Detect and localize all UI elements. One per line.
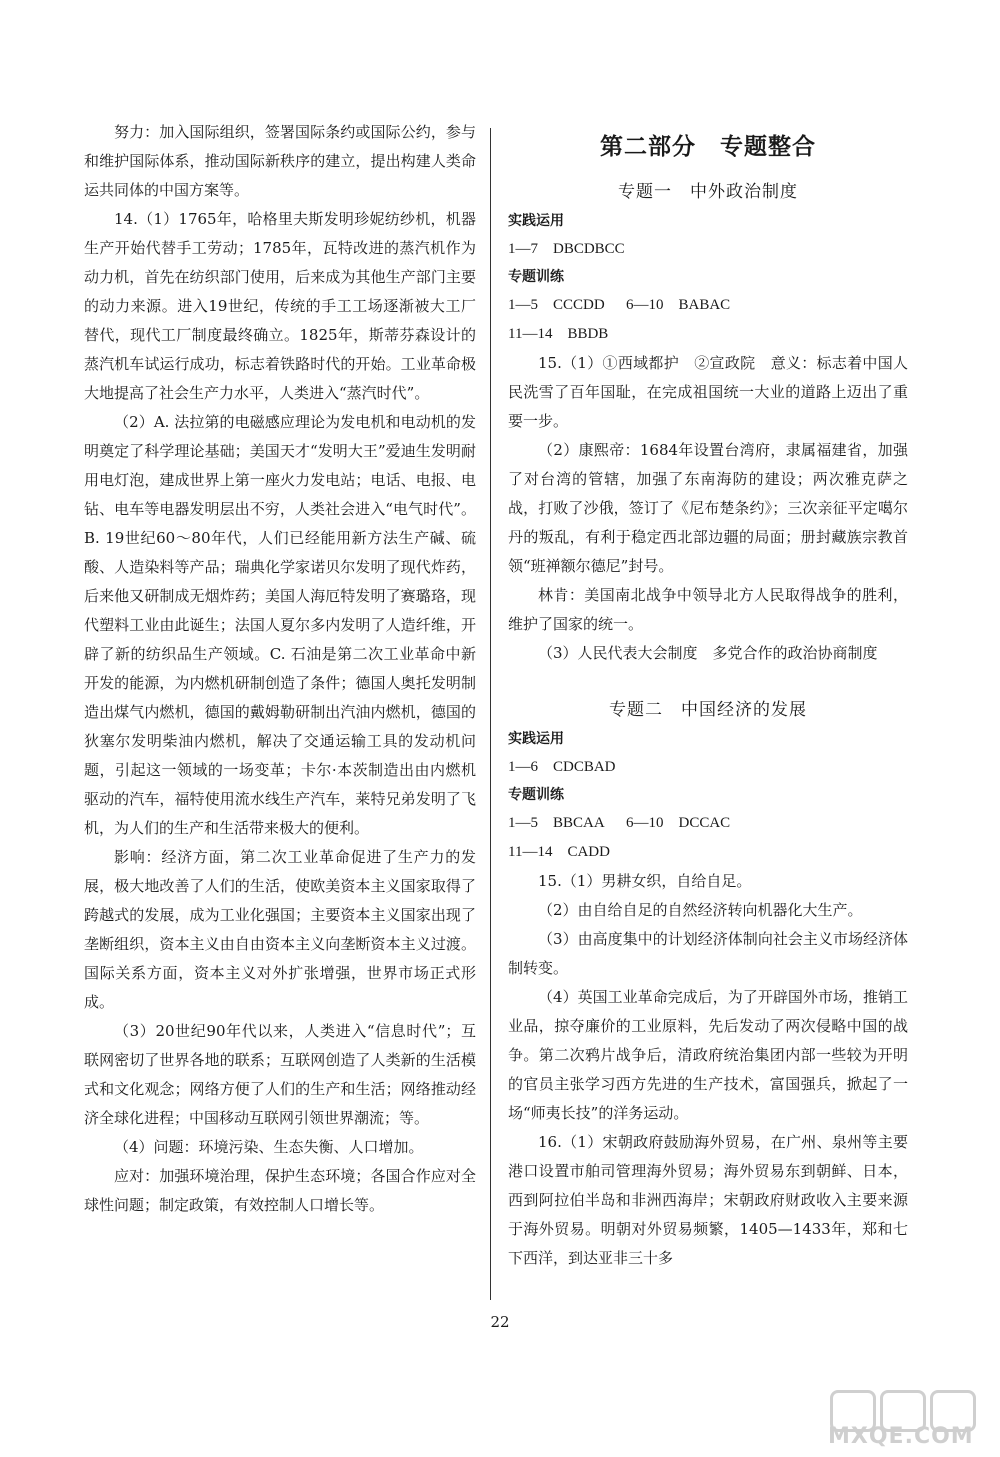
page-number: 22 — [490, 1313, 510, 1331]
part-title: 第二部分 专题整合 — [600, 134, 816, 160]
paragraph: 15.（1）男耕女织，自给自足。 — [538, 872, 752, 890]
paragraph: （4）问题：环境污染、生态失衡、人口增加。 — [114, 1138, 424, 1156]
paragraph: （2）由自给自足的自然经济转向机器化大生产。 — [538, 901, 863, 919]
answer-line — [508, 291, 908, 320]
answer-line: 11—14 CADD — [508, 844, 610, 860]
paragraph: （3）由高度集中的计划经济体制向社会主义市场经济体制转变。 — [508, 930, 908, 977]
paragraph: （2）A. 法拉第的电磁感应理论为发电机和电动机的发明奠定了科学理论基础；美国天才“发明大王”爱迪生发明耐用电灯泡，建成世界上第一座火力发电站；电话、电报、电钻、电车等电器发明层出不穷，人类社会进入“电气时代”。B. 19世纪60～80年代，人们已经能用新方法生产碱、硫酸、人造染料等产品；瑞典化学家诺贝尔发明了现代炸药，后来他又研制成无烟炸药；美国人海厄特发明了赛璐珞，现代塑料工业由此诞生；法国人夏尔多内发明了人造纤维，开辟了新的纺织品生产领域。C. 石油是第二次工业革命中新开发的能源，为内燃机研制创造了条件；德国人奥托发明制造出煤气内燃机，德国的戴姆勒研制出汽油内燃机，德国的狄塞尔发明柴油内燃机，解决了交通运输工具的发动机问题，引起这一领域的一场变革；卡尔·本茨制造出由内燃机驱动的汽车，福特使用流水线生产汽车，莱特兄弟发明了飞机，为人们的生产和生活带来极大的便利。 — [84, 413, 476, 837]
topic-title: 专题二 中国经济的发展 — [609, 700, 807, 720]
paragraph: 影响：经济方面，第二次工业革命促进了生产力的发展，极大地改善了人们的生活，使欧美资本主义国家取得了跨越式的发展，成为工业化强国；主要资本主义国家出现了垄断组织，资本主义由自由资本主义向垄断资本主义过渡。国际关系方面，资本主义对外扩张增强，世界市场正式形成。 — [84, 848, 476, 1011]
topic-title: 专题一 中外政治制度 — [618, 182, 798, 202]
paragraph: 应对：加强环境治理，保护生态环境；各国合作应对全球性问题；制定政策，有效控制人口增长等。 — [84, 1167, 476, 1214]
paragraph: （3）人民代表大会制度 多党合作的政治协商制度 — [538, 644, 878, 662]
section-label: 专题训练 — [508, 269, 564, 285]
column-divider — [490, 128, 491, 1300]
left-column — [84, 118, 476, 1220]
section-label: 实践运用 — [508, 213, 564, 229]
answer-line: 1—6 CDCBAD — [508, 759, 616, 775]
answer-group: 6—10 BABAC — [626, 297, 731, 313]
paragraph: （2）康熙帝：1684年设置台湾府，隶属福建省，加强了对台湾的管辖，加强了东南海防的建设；两次雅克萨之战，打败了沙俄，签订了《尼布楚条约》；三次亲征平定噶尔丹的叛乱，有利于稳定西北部边疆的局面；册封藏族宗教首领“班禅额尔德尼”封号。 — [508, 441, 908, 575]
paragraph: 林肯：美国南北战争中领导北方人民取得战争的胜利，维护了国家的统一。 — [508, 586, 908, 633]
answer-line: 11—14 BBDB — [508, 326, 609, 342]
spacer — [508, 668, 908, 694]
answer-line: 1—7 DBCDBCC — [508, 241, 625, 257]
paragraph: 14.（1）1765年，哈格里夫斯发明珍妮纺纱机，机器生产开始代替手工劳动；1785年，瓦特改进的蒸汽机作为动力机，首先在纺织部门使用，后来成为其他生产部门主要的动力来源。进入19世纪，传统的手工工场逐渐被大工厂替代，现代工厂制度最终确立。1825年，斯蒂芬森设计的蒸汽机车试运行成功，标志着铁路时代的开始。工业革命极大地提高了社会生产力水平，人类进入“蒸汽时代”。 — [84, 210, 476, 402]
answer-group: 1—5 CCCDD — [508, 297, 605, 313]
right-column — [508, 118, 908, 1273]
answer-line — [508, 809, 908, 838]
answer-group: 6—10 DCCAC — [626, 815, 731, 831]
paragraph: 16.（1）宋朝政府鼓励海外贸易，在广州、泉州等主要港口设置市舶司管理海外贸易；海外贸易东到朝鲜、日本，西到阿拉伯半岛和非洲西海岸；宋朝政府财政收入主要来源于海外贸易。明朝对外贸易频繁，1405—1433年，郑和七下西洋，到达亚非三十多 — [508, 1133, 908, 1267]
section-label: 专题训练 — [508, 787, 564, 803]
watermark — [820, 1390, 985, 1448]
paragraph: 努力：加入国际组织，签署国际条约或国际公约，参与和维护国际体系，推动国际新秩序的建立，提出构建人类命运共同体的中国方案等。 — [84, 123, 476, 199]
answer-group: 1—5 BBCAA — [508, 815, 605, 831]
watermark-text: MXQE.COM — [828, 1424, 974, 1449]
paragraph: （3）20世纪90年代以来，人类进入“信息时代”；互联网密切了世界各地的联系；互联网创造了人类新的生活模式和文化观念；网络方便了人们的生产和生活；网络推动经济全球化进程；中国移动互联网引领世界潮流；等。 — [84, 1022, 476, 1127]
section-label: 实践运用 — [508, 731, 564, 747]
paragraph: （4）英国工业革命完成后，为了开辟国外市场，推销工业品，掠夺廉价的工业原料，先后发动了两次侵略中国的战争。第二次鸦片战争后，清政府统治集团内部一些较为开明的官员主张学习西方先进的生产技术，富国强兵，掀起了一场“师夷长技”的洋务运动。 — [508, 988, 908, 1122]
paragraph: 15.（1）①西域都护 ②宣政院 意义：标志着中国人民洗雪了百年国耻，在完成祖国统一大业的道路上迈出了重要一步。 — [508, 354, 908, 430]
